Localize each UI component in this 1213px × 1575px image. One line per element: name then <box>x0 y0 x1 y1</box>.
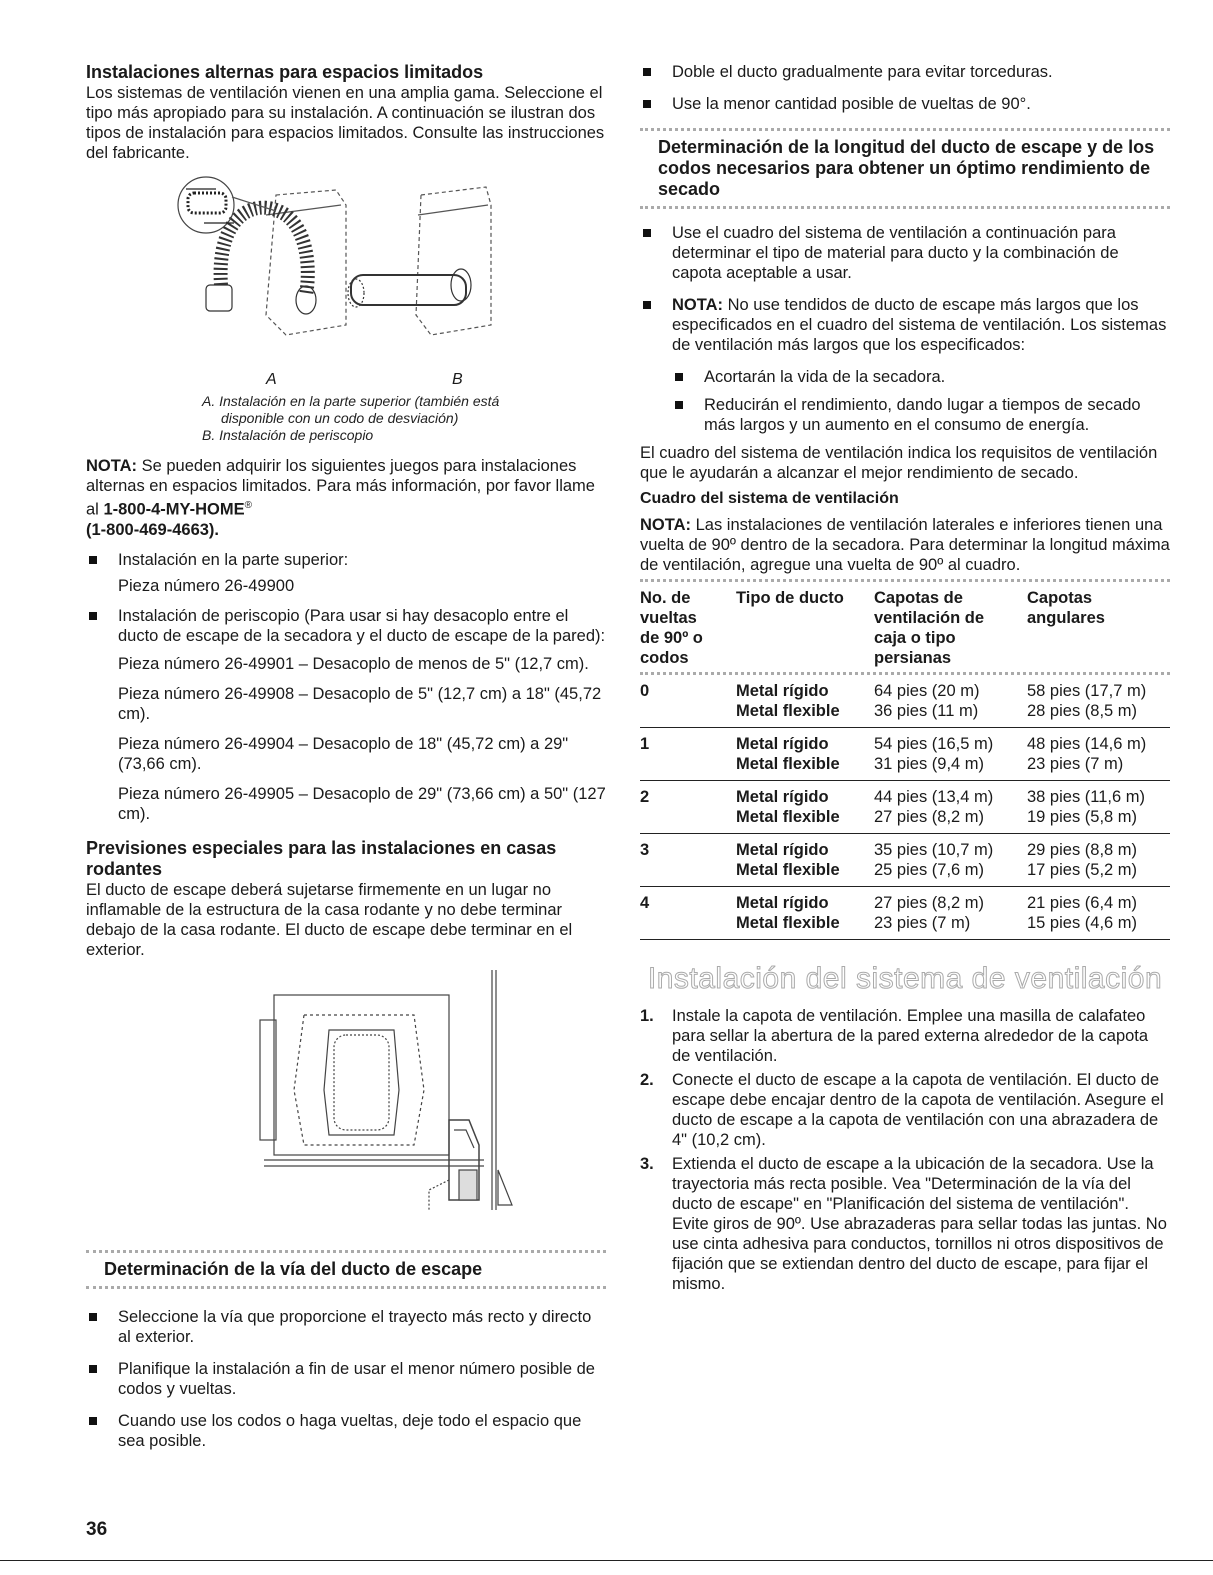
right-top-bullet: Doble el ducto gradualmente para evitar torceduras. <box>640 62 1170 82</box>
col-header-box-hoods: Capotas de ventilación de caja o tipo persianas <box>874 589 985 667</box>
phone-brand: 1-800-4-MY-HOME <box>103 500 245 519</box>
cell-line: 44 pies (13,4 m) <box>874 788 994 806</box>
sub-bullet: Acortarán la vida de la secadora. <box>672 367 1170 387</box>
chart-note-text: Las instalaciones de ventilación laterales e inferiores tienen una vuelta de 90º dentro de la secadora. Para determinar la longitud máxima de ventilación, agregue una vuelta de 90º al cuadro. <box>640 516 1170 574</box>
right-column <box>640 62 1170 1298</box>
cell-line: 64 pies (20 m) <box>874 682 980 700</box>
cell-line: Metal rígido <box>736 788 829 806</box>
table-row <box>640 781 1170 834</box>
cell-line: Metal flexible <box>736 914 840 932</box>
cell-line: 31 pies (9,4 m) <box>874 755 985 773</box>
col-header-turns: No. de vueltas de 90º o codos <box>640 589 703 667</box>
cell-line: 48 pies (14,6 m) <box>1027 735 1147 753</box>
cell-box-hood-length <box>874 834 1027 887</box>
cell-line: 23 pies (7 m) <box>1027 755 1124 773</box>
divider-length-bottom <box>640 206 1170 209</box>
cell-line: 28 pies (8,5 m) <box>1027 702 1138 720</box>
mobile-home-illustration <box>254 970 514 1210</box>
cell-angled-hood-length <box>1027 887 1170 940</box>
cell-line: 27 pies (8,2 m) <box>874 808 985 826</box>
mobile-home-paragraph: El ducto de escape deberá sujetarse firmemente en un lugar no inflamable de la estructura de la casa rodante y no debe terminar debajo de la casa rodante. El ducto de escape debe terminar en el exterior. <box>86 880 573 959</box>
bullet-periscope: Instalación de periscopio (Para usar si hay desacoplo entre el ducto de escape de la secadora y el ducto de escape de la pared): <box>86 606 606 646</box>
cell-line: 27 pies (8,2 m) <box>874 894 985 912</box>
figure-labels <box>86 371 606 393</box>
bullet-top-install: Instalación en la parte superior: <box>86 550 606 570</box>
cell-line: Metal flexible <box>736 861 840 879</box>
cell-box-hood-length <box>874 728 1027 781</box>
bullet-note <box>640 295 1170 355</box>
figure-label-a: A <box>266 371 277 388</box>
path-bullet: Planifique la instalación a fin de usar el menor número posible de codos y vueltas. <box>86 1359 606 1399</box>
step-3 <box>640 1154 1170 1294</box>
cell-line: 58 pies (17,7 m) <box>1027 682 1147 700</box>
right-top-bullet: Use la menor cantidad posible de vueltas de 90°. <box>640 94 1170 114</box>
figure-alt-installs <box>86 175 606 365</box>
step-number: 2. <box>640 1071 654 1089</box>
note-label: NOTA: <box>86 457 138 475</box>
cell-turns: 2 <box>640 781 736 834</box>
path-bullet: Cuando use los codos o haga vueltas, deje todo el espacio que sea posible. <box>86 1411 606 1451</box>
cell-box-hood-length <box>874 887 1027 940</box>
page-number: 36 <box>86 1519 108 1540</box>
cell-turns: 1 <box>640 728 736 781</box>
step-1 <box>640 1006 1170 1066</box>
phone-number: (1-800-469-4663). <box>86 520 219 539</box>
cell-angled-hood-length <box>1027 834 1170 887</box>
cell-box-hood-length <box>874 781 1027 834</box>
sub-bullet: Reducirán el rendimiento, dando lugar a tiempos de secado más largos y un aumento en el consumo de energía. <box>672 395 1170 435</box>
heading-duct-length: Determinación de la longitud del ducto de escape y de los codos necesarios para obtener un óptimo rendimiento de secado <box>658 137 1155 199</box>
registered-mark: ® <box>244 500 253 511</box>
part-item: Pieza número 26-49908 – Desacoplo de 5" (12,7 cm) a 18" (45,72 cm). <box>118 684 602 723</box>
cell-turns: 3 <box>640 834 736 887</box>
cell-line: 17 pies (5,2 m) <box>1027 861 1138 879</box>
cell-turns: 0 <box>640 675 736 728</box>
cell-line: 21 pies (6,4 m) <box>1027 894 1138 912</box>
caption-b: B. Instalación de periscopio <box>202 427 374 443</box>
alt-install-illustration <box>146 175 566 365</box>
part-item: Pieza número 26-49901 – Desacoplo de menos de 5" (12,7 cm). <box>118 654 589 673</box>
table-row <box>640 675 1170 728</box>
vent-table <box>640 588 1170 940</box>
vent-table-head <box>640 588 1170 675</box>
cell-line: 36 pies (11 m) <box>874 702 979 720</box>
chart-note-label: NOTA: <box>640 516 692 534</box>
part-item: Pieza número 26-49904 – Desacoplo de 18" (45,72 cm) a 29" (73,66 cm). <box>118 734 569 773</box>
cell-line: 15 pies (4,6 m) <box>1027 914 1138 932</box>
cell-line: Metal rígido <box>736 841 829 859</box>
path-bullet: Seleccione la vía que proporcione el trayecto más recto y directo al exterior. <box>86 1307 606 1347</box>
cell-line: 25 pies (7,6 m) <box>874 861 985 879</box>
table-row <box>640 728 1170 781</box>
divider-length-top <box>640 128 1170 131</box>
bullet-note-label: NOTA: <box>672 296 724 314</box>
chart-title: Cuadro del sistema de ventilación <box>640 490 899 507</box>
cell-line: Metal rígido <box>736 894 829 912</box>
divider-bottom <box>86 1286 606 1289</box>
step-text: Extienda el ducto de escape a la ubicación de la secadora. Use la trayectoria más recta posible. Vea "Determinación de la vía del ducto de escape" en "Planificación del sistema de ventilación". Evite giros de 90º. Use abrazaderas para sellar todas las juntas. No use cinta adhesiva para conductos, tornillos ni otros dispositivos de fijación que se extiendan dentro del ducto de escape, para fijar el mismo. <box>672 1155 1167 1293</box>
bullet-note-text: No use tendidos de ducto de escape más largos que los especificados en el cuadro del sistema de ventilación. Los sistemas de ventilación más largos que los especificados: <box>672 296 1167 354</box>
caption-a-line2: disponible con un codo de desviación) <box>221 410 459 426</box>
chart-intro: El cuadro del sistema de ventilación indica los requisitos de ventilación que le ayudarán a alcanzar el mejor rendimiento de secado. <box>640 444 1158 482</box>
cell-line: 35 pies (10,7 m) <box>874 841 994 859</box>
cell-angled-hood-length <box>1027 781 1170 834</box>
figure-label-b: B <box>452 371 463 388</box>
step-2 <box>640 1070 1170 1150</box>
step-text: Instale la capota de ventilación. Emplee una masilla de calafateo para sellar la abertura de la pared externa alrededor de la capota de ventilación. <box>672 1007 1149 1065</box>
step-number: 1. <box>640 1007 654 1025</box>
heading-mobile-homes: Previsiones especiales para las instalaciones en casas rodantes <box>86 837 557 879</box>
cell-line: 23 pies (7 m) <box>874 914 971 932</box>
cell-line: 54 pies (16,5 m) <box>874 735 994 753</box>
section-title-installation: Instalación del sistema de ventilación <box>647 962 1163 995</box>
cell-duct-type <box>736 887 874 940</box>
cell-line: 19 pies (5,8 m) <box>1027 808 1138 826</box>
chart-note <box>640 515 1170 575</box>
part-top-install: Pieza número 26-49900 <box>118 576 295 595</box>
cell-line: Metal flexible <box>736 808 840 826</box>
figure-mobile-home <box>86 970 606 1210</box>
cell-duct-type <box>736 834 874 887</box>
left-column <box>86 62 606 1463</box>
intro-paragraph: Los sistemas de ventilación vienen en una amplia gama. Seleccione el tipo más apropiado para su instalación. A continuación se ilustran dos tipos de instalación para espacios limitados. Consulte las instrucciones del fabricante. <box>86 84 605 162</box>
col-header-duct-type: Tipo de ducto <box>736 589 844 607</box>
cell-line: 29 pies (8,8 m) <box>1027 841 1138 859</box>
cell-line: Metal flexible <box>736 755 840 773</box>
cell-duct-type <box>736 675 874 728</box>
cell-angled-hood-length <box>1027 675 1170 728</box>
note-kits <box>86 456 606 540</box>
divider-top <box>86 1250 606 1253</box>
cell-line: 38 pies (11,6 m) <box>1027 788 1145 806</box>
note-text: Se pueden adquirir los siguientes juegos para instalaciones alternas en espacios limitados. Para más información, por favor llame al <box>86 457 595 519</box>
footer-rule <box>0 1560 1213 1561</box>
cell-box-hood-length <box>874 675 1027 728</box>
cell-line: Metal rígido <box>736 682 829 700</box>
table-divider-top <box>640 579 1170 582</box>
step-number: 3. <box>640 1155 654 1173</box>
table-row <box>640 834 1170 887</box>
cell-line: Metal flexible <box>736 702 840 720</box>
caption-a-line1: A. Instalación en la parte superior (también está <box>202 393 500 409</box>
bullet-use-chart: Use el cuadro del sistema de ventilación a continuación para determinar el tipo de material para ducto y la combinación de capota aceptable a usar. <box>640 223 1170 283</box>
cell-line: Metal rígido <box>736 735 829 753</box>
heading-exhaust-path: Determinación de la vía del ducto de escape <box>104 1258 483 1279</box>
cell-duct-type <box>736 728 874 781</box>
heading-alt-installs: Instalaciones alternas para espacios limitados <box>86 62 484 82</box>
vent-table-body <box>640 675 1170 940</box>
table-row <box>640 887 1170 940</box>
cell-angled-hood-length <box>1027 728 1170 781</box>
cell-turns: 4 <box>640 887 736 940</box>
step-text: Conecte el ducto de escape a la capota de ventilación. El ducto de escape debe encajar dentro de la capota de ventilación. Asegure el ducto de escape a la capota de ventilación con una abrazadera de 4" (10,2 cm). <box>672 1071 1164 1149</box>
part-item: Pieza número 26-49905 – Desacoplo de 29" (73,66 cm) a 50" (127 cm). <box>118 784 606 823</box>
col-header-angled-hoods: Capotas angulares <box>1027 589 1105 627</box>
cell-duct-type <box>736 781 874 834</box>
